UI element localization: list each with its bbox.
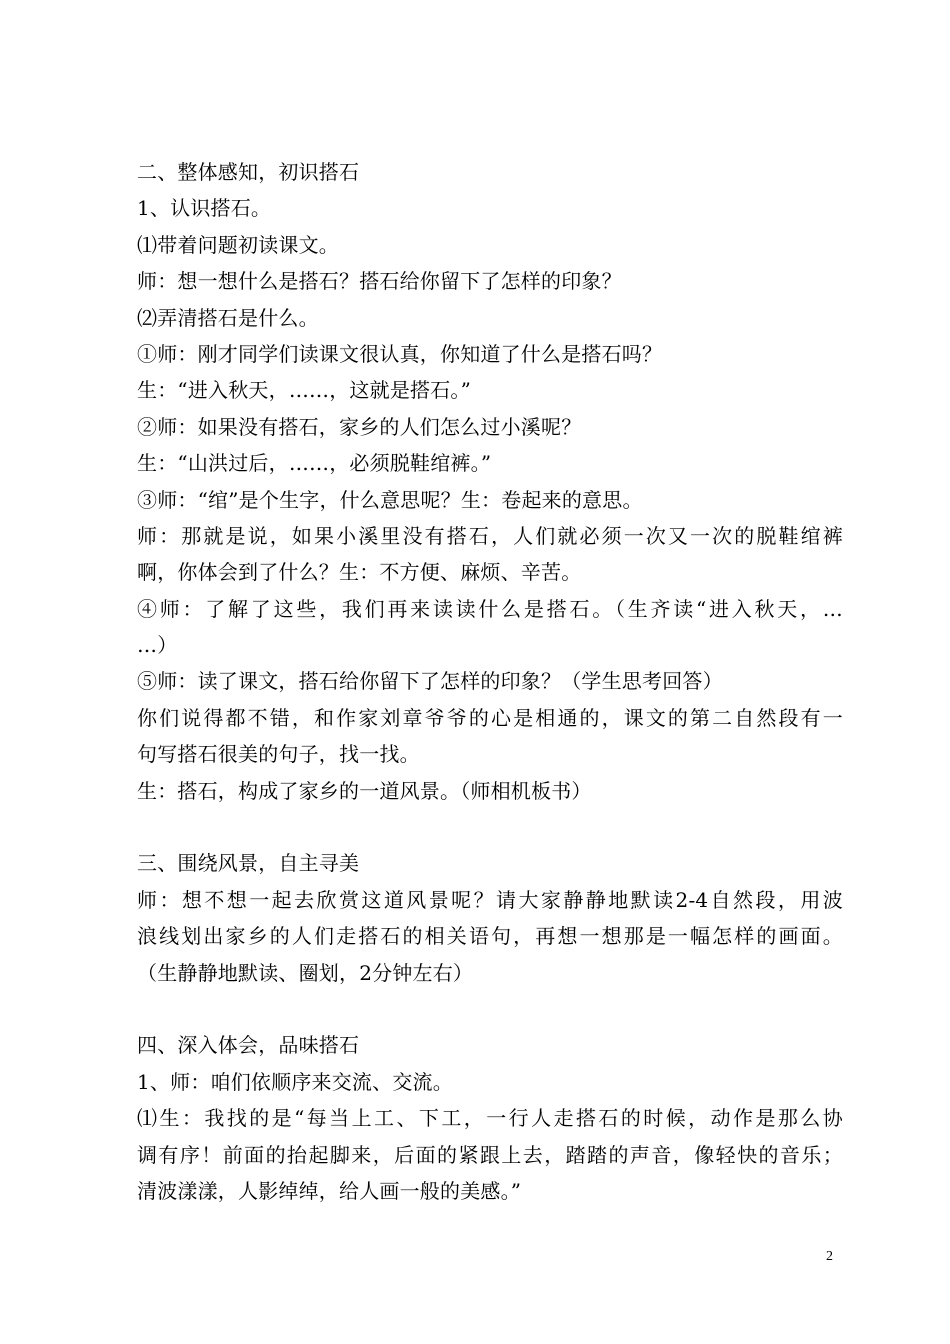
text-line: 啊，你体会到了什么？生：不方便、麻烦、辛苦。 — [137, 560, 582, 585]
text-line: ⑤师：读了课文，搭石给你留下了怎样的印象？（学生思考回答） — [137, 669, 723, 694]
text-line: 师：想一想什么是搭石？搭石给你留下了怎样的印象？ — [137, 269, 622, 294]
text-line: 师：想不想一起去欣赏这道风景呢？请大家静静地默读2-4自然段，用波 — [137, 887, 843, 912]
text-line: ⑴生：我找的是“每当上工、下工，一行人走搭石的时候，动作是那么协 — [137, 1106, 843, 1131]
text-line: ①师：刚才同学们读课文很认真，你知道了什么是搭石吗？ — [137, 341, 663, 366]
text-line: ⑴带着问题初读课文。 — [137, 232, 339, 257]
text-line: ③师：“绾”是个生字，什么意思呢？生：卷起来的意思。 — [137, 487, 643, 512]
text-line: 生：“进入秋天，……，这就是搭石。” — [137, 378, 472, 403]
section-heading-2: 二、整体感知，初识搭石 — [137, 160, 360, 184]
blank-line — [137, 991, 843, 1027]
text-line: 生：“山洪过后，……，必须脱鞋绾裤。” — [137, 451, 492, 476]
text-line: 1、师：咱们依顺序来交流、交流。 — [137, 1069, 453, 1094]
text-line: …） — [137, 633, 178, 658]
text-line: 你们说得都不错，和作家刘章爷爷的心是相通的，课文的第二自然段有一 — [137, 705, 843, 730]
text-line: 师：那就是说，如果小溪里没有搭石，人们就必须一次又一次的脱鞋绾裤 — [137, 523, 843, 548]
text-line: 句写搭石很美的句子，找一找。 — [137, 742, 420, 767]
text-line: 1、认识搭石。 — [137, 196, 272, 221]
text-line: 浪线划出家乡的人们走搭石的相关语句，再想一想那是一幅怎样的画面。 — [137, 924, 843, 949]
text-line: （生静静地默读、圈划，2分钟左右） — [137, 960, 474, 985]
text-line: ⑵弄清搭石是什么。 — [137, 305, 319, 330]
text-line: 调有序！前面的抬起脚来，后面的紧跟上去，踏踏的声音，像轻快的音乐； — [137, 1142, 843, 1167]
document-body — [137, 154, 843, 1209]
section-heading-4: 四、深入体会，品味搭石 — [137, 1033, 360, 1058]
text-line: ②师：如果没有搭石，家乡的人们怎么过小溪呢？ — [137, 414, 582, 439]
page-number: 2 — [826, 1249, 833, 1264]
section-heading-3: 三、围绕风景，自主寻美 — [137, 851, 360, 876]
blank-line — [137, 809, 843, 845]
text-line: 清波漾漾，人影绰绰，给人画一般的美感。” — [137, 1178, 522, 1203]
text-line: ④师：了解了这些，我们再来读读什么是搭石。（生齐读“进入秋天，… — [137, 596, 843, 621]
text-line: 生：搭石，构成了家乡的一道风景。（师相机板书） — [137, 778, 592, 803]
